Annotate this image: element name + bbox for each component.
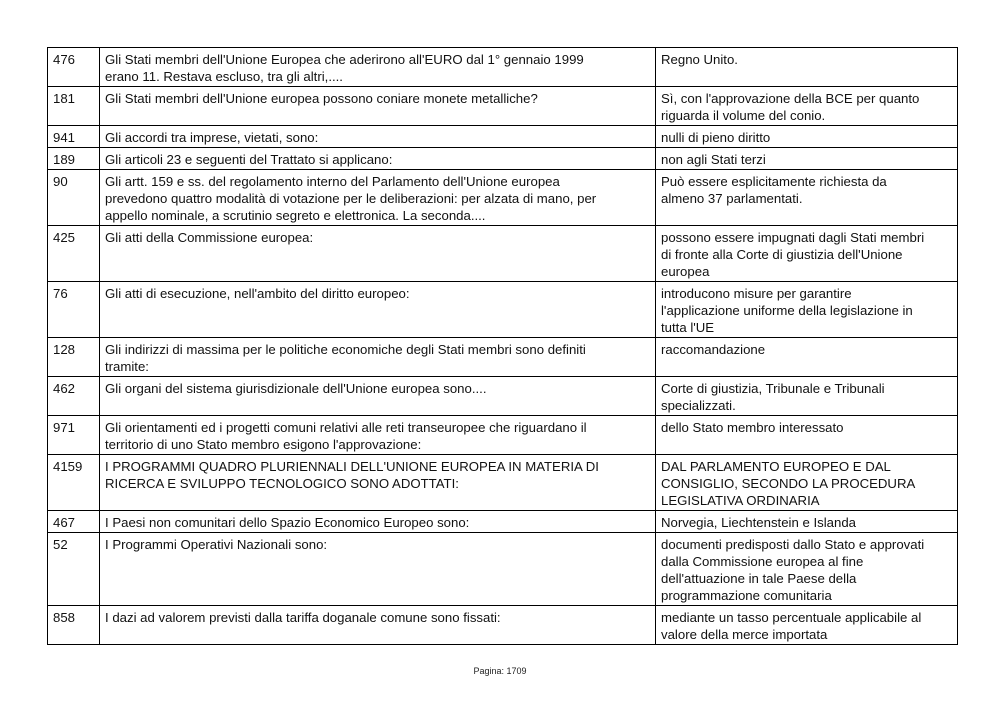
question-cell: I Paesi non comunitari dello Spazio Economico Europeo sono: xyxy=(100,511,656,533)
question-cell: Gli organi del sistema giurisdizionale dell'Unione europea sono.... xyxy=(100,377,656,416)
question-cell: I PROGRAMMI QUADRO PLURIENNALI DELL'UNIONE EUROPEA IN MATERIA DI RICERCA E SVILUPPO TECNOLOGICO SONO ADOTTATI: xyxy=(100,455,656,511)
table-row xyxy=(48,377,958,416)
question-number-cell: 941 xyxy=(48,126,100,148)
table-row xyxy=(48,48,958,87)
question-cell: Gli articoli 23 e seguenti del Trattato si applicano: xyxy=(100,148,656,170)
question-cell: Gli atti della Commissione europea: xyxy=(100,226,656,282)
table-row xyxy=(48,148,958,170)
table-row xyxy=(48,533,958,606)
table-row xyxy=(48,455,958,511)
question-number-cell: 90 xyxy=(48,170,100,226)
question-cell: Gli atti di esecuzione, nell'ambito del diritto europeo: xyxy=(100,282,656,338)
table-row xyxy=(48,606,958,645)
answer-cell: Norvegia, Liechtenstein e Islanda xyxy=(656,511,958,533)
page-number: Pagina: 1709 xyxy=(473,666,527,676)
answer-cell: dello Stato membro interessato xyxy=(656,416,958,455)
question-number-cell: 76 xyxy=(48,282,100,338)
answer-cell: introducono misure per garantire l'applicazione uniforme della legislazione in tutta l'UE xyxy=(656,282,958,338)
answer-cell: documenti predisposti dallo Stato e approvati dalla Commissione europea al fine dell'attuazione in tale Paese della programmazione comunitaria xyxy=(656,533,958,606)
table-row xyxy=(48,282,958,338)
question-number-cell: 128 xyxy=(48,338,100,377)
question-number-cell: 971 xyxy=(48,416,100,455)
table-row xyxy=(48,170,958,226)
answer-cell: Corte di giustizia, Tribunale e Tribunali specializzati. xyxy=(656,377,958,416)
question-cell: Gli Stati membri dell'Unione Europea che aderirono all'EURO dal 1° gennaio 1999 erano 11. Restava escluso, tra gli altri,.... xyxy=(100,48,656,87)
table-row xyxy=(48,511,958,533)
question-cell: I dazi ad valorem previsti dalla tariffa doganale comune sono fissati: xyxy=(100,606,656,645)
quiz-table xyxy=(47,47,958,645)
quiz-table-body xyxy=(48,48,958,645)
question-number-cell: 52 xyxy=(48,533,100,606)
question-number-cell: 189 xyxy=(48,148,100,170)
question-number-cell: 858 xyxy=(48,606,100,645)
table-row xyxy=(48,126,958,148)
question-number-cell: 462 xyxy=(48,377,100,416)
question-cell: I Programmi Operativi Nazionali sono: xyxy=(100,533,656,606)
table-row xyxy=(48,226,958,282)
question-number-cell: 4159 xyxy=(48,455,100,511)
answer-cell: Può essere esplicitamente richiesta da almeno 37 parlamentati. xyxy=(656,170,958,226)
answer-cell: non agli Stati terzi xyxy=(656,148,958,170)
question-cell: Gli Stati membri dell'Unione europea possono coniare monete metalliche? xyxy=(100,87,656,126)
answer-cell: Regno Unito. xyxy=(656,48,958,87)
table-row xyxy=(48,416,958,455)
table-row xyxy=(48,338,958,377)
answer-cell: raccomandazione xyxy=(656,338,958,377)
question-number-cell: 425 xyxy=(48,226,100,282)
answer-cell: mediante un tasso percentuale applicabile al valore della merce importata xyxy=(656,606,958,645)
question-cell: Gli artt. 159 e ss. del regolamento interno del Parlamento dell'Unione europea prevedono quattro modalità di votazione per le deliberazioni: per alzata di mano, per appello nominale, a scrutinio segreto e elettronica. La seconda.... xyxy=(100,170,656,226)
question-number-cell: 181 xyxy=(48,87,100,126)
answer-cell: DAL PARLAMENTO EUROPEO E DAL CONSIGLIO, SECONDO LA PROCEDURA LEGISLATIVA ORDINARIA xyxy=(656,455,958,511)
answer-cell: possono essere impugnati dagli Stati membri di fronte alla Corte di giustizia dell'Unione europea xyxy=(656,226,958,282)
answer-cell: nulli di pieno diritto xyxy=(656,126,958,148)
question-cell: Gli orientamenti ed i progetti comuni relativi alle reti transeuropee che riguardano il territorio di uno Stato membro esigono l'approvazione: xyxy=(100,416,656,455)
table-row xyxy=(48,87,958,126)
question-number-cell: 467 xyxy=(48,511,100,533)
question-number-cell: 476 xyxy=(48,48,100,87)
answer-cell: Sì, con l'approvazione della BCE per quanto riguarda il volume del conio. xyxy=(656,87,958,126)
question-cell: Gli accordi tra imprese, vietati, sono: xyxy=(100,126,656,148)
question-cell: Gli indirizzi di massima per le politiche economiche degli Stati membri sono definiti tramite: xyxy=(100,338,656,377)
